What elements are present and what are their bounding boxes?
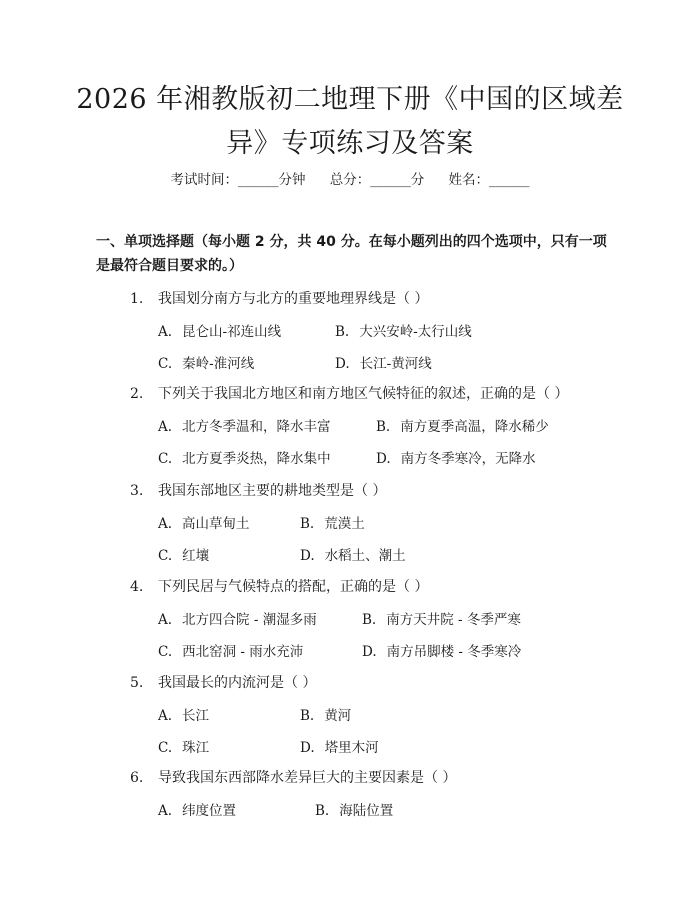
option-letter: D. bbox=[300, 548, 315, 564]
question-4 bbox=[130, 576, 428, 596]
question-number: 2. bbox=[130, 386, 144, 402]
option-letter: C. bbox=[158, 740, 173, 756]
option-d bbox=[362, 640, 521, 660]
option-letter: A. bbox=[158, 612, 173, 628]
option-b bbox=[376, 415, 549, 435]
option-b bbox=[300, 512, 365, 532]
option-c bbox=[158, 544, 209, 564]
option-text: 北方夏季炎热，降水集中 bbox=[182, 451, 331, 467]
option-letter: C. bbox=[158, 644, 173, 660]
option-text: 南方夏季高温，降水稀少 bbox=[400, 419, 549, 435]
option-a bbox=[158, 512, 250, 532]
option-text: 长江 bbox=[182, 708, 210, 724]
option-text: 海陆位置 bbox=[339, 803, 394, 819]
option-a bbox=[158, 704, 209, 724]
option-letter: D. bbox=[335, 356, 350, 372]
option-a bbox=[158, 608, 317, 628]
question-text: 导致我国东西部降水差异巨大的主要因素是（ ） bbox=[158, 770, 457, 786]
option-a bbox=[158, 415, 331, 435]
option-letter: A. bbox=[158, 419, 173, 435]
option-text: 珠江 bbox=[182, 740, 210, 756]
student-name: 姓名：______ bbox=[448, 172, 530, 188]
option-letter: A. bbox=[158, 516, 173, 532]
option-text: 北方冬季温和，降水丰富 bbox=[182, 419, 331, 435]
question-6 bbox=[130, 767, 456, 787]
option-text: 大兴安岭-太行山线 bbox=[359, 324, 472, 340]
option-text: 纬度位置 bbox=[182, 803, 237, 819]
question-number: 6. bbox=[130, 770, 144, 786]
option-b bbox=[362, 608, 521, 628]
option-b bbox=[335, 320, 472, 340]
option-d bbox=[335, 352, 432, 372]
option-d bbox=[300, 736, 379, 756]
option-letter: B. bbox=[362, 612, 377, 628]
option-c bbox=[158, 352, 254, 372]
option-letter: A. bbox=[158, 324, 173, 340]
option-text: 红壤 bbox=[182, 548, 210, 564]
option-letter: D. bbox=[300, 740, 315, 756]
option-text: 北方四合院 - 潮湿多雨 bbox=[182, 612, 317, 628]
option-a bbox=[158, 320, 281, 340]
option-letter: D. bbox=[362, 644, 377, 660]
question-text: 我国最长的内流河是（ ） bbox=[158, 675, 317, 691]
option-letter: C. bbox=[158, 548, 173, 564]
option-text: 南方冬季寒冷，无降水 bbox=[400, 451, 536, 467]
option-letter: A. bbox=[158, 708, 173, 724]
option-letter: C. bbox=[158, 451, 173, 467]
option-letter: B. bbox=[315, 803, 330, 819]
option-text: 西北窑洞 - 雨水充沛 bbox=[182, 644, 304, 660]
exam-time: 考试时间：______分钟 bbox=[170, 172, 306, 188]
option-letter: D. bbox=[376, 451, 391, 467]
question-number: 5. bbox=[130, 675, 144, 691]
question-1 bbox=[130, 288, 428, 308]
question-number: 3. bbox=[130, 483, 144, 499]
option-letter: A. bbox=[158, 803, 173, 819]
option-letter: B. bbox=[300, 516, 315, 532]
question-text: 下列关于我国北方地区和南方地区气候特征的叙述，正确的是（ ） bbox=[158, 386, 569, 402]
option-b bbox=[315, 799, 393, 819]
option-text: 水稻土、潮土 bbox=[324, 548, 406, 564]
option-c bbox=[158, 736, 209, 756]
option-text: 秦岭-淮河线 bbox=[182, 356, 255, 372]
option-text: 塔里木河 bbox=[324, 740, 379, 756]
option-c bbox=[158, 640, 303, 660]
option-a bbox=[158, 799, 236, 819]
title-line-2: 异》专项练习及答案 bbox=[226, 128, 474, 159]
option-b bbox=[300, 704, 351, 724]
option-text: 昆仑山-祁连山线 bbox=[182, 324, 282, 340]
question-text: 我国划分南方与北方的重要地理界线是（ ） bbox=[158, 291, 429, 307]
section-heading: 一、单项选择题（每小题 2 分，共 40 分。在每小题列出的四个选项中，只有一项是最符合题目要求的。） bbox=[96, 234, 607, 274]
title-line-1: 2026 年湘教版初二地理下册《中国的区域差 bbox=[76, 84, 624, 115]
total-score: 总分：______分 bbox=[329, 172, 425, 188]
option-text: 南方天井院 - 冬季严寒 bbox=[386, 612, 521, 628]
question-2 bbox=[130, 383, 568, 403]
option-text: 南方吊脚楼 - 冬季寒冷 bbox=[386, 644, 522, 660]
option-letter: B. bbox=[376, 419, 391, 435]
option-letter: B. bbox=[300, 708, 315, 724]
option-text: 高山草甸土 bbox=[182, 516, 250, 532]
option-c bbox=[158, 447, 331, 467]
question-text: 我国东部地区主要的耕地类型是（ ） bbox=[158, 483, 387, 499]
option-text: 黄河 bbox=[324, 708, 352, 724]
option-letter: B. bbox=[335, 324, 350, 340]
question-3 bbox=[130, 480, 386, 500]
question-5 bbox=[130, 672, 316, 692]
option-d bbox=[300, 544, 406, 564]
option-text: 长江-黄河线 bbox=[359, 356, 432, 372]
question-number: 4. bbox=[130, 579, 144, 595]
option-text: 荒漠土 bbox=[324, 516, 365, 532]
question-number: 1. bbox=[130, 291, 144, 307]
option-d bbox=[376, 447, 536, 467]
question-text: 下列民居与气候特点的搭配，正确的是（ ） bbox=[158, 579, 429, 595]
option-letter: C. bbox=[158, 356, 173, 372]
